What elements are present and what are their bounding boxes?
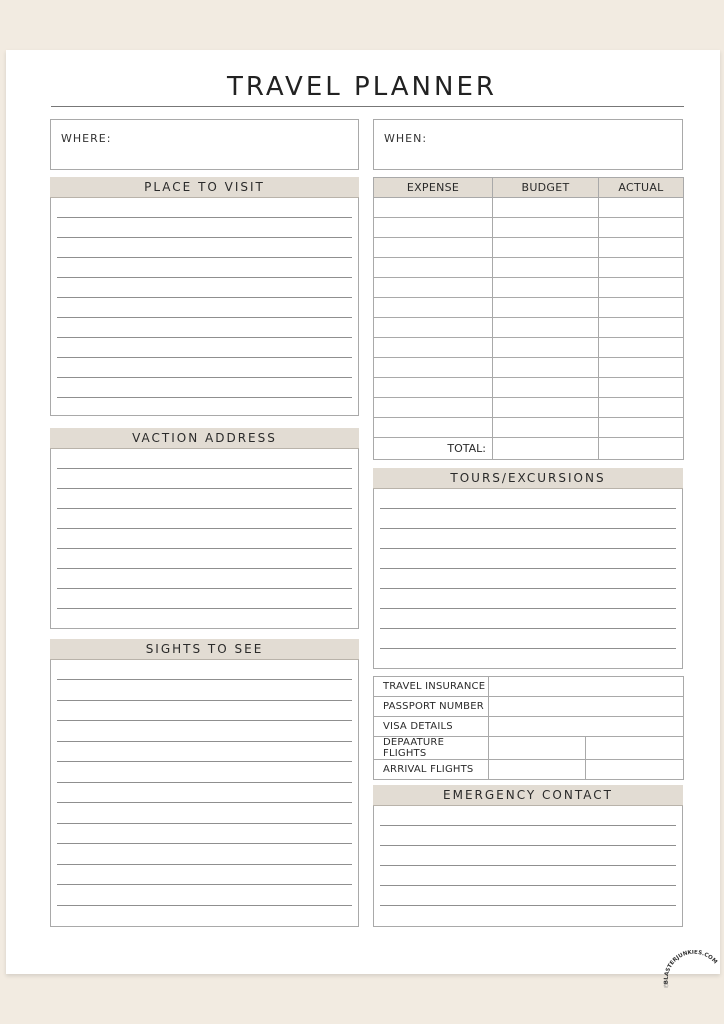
writing-line: [380, 825, 676, 826]
budget-column-header: BUDGET: [493, 178, 599, 198]
watermark-text: BLASTERJUNKIES.COM: [663, 950, 718, 985]
expense-row: [374, 378, 684, 398]
writing-line: [57, 317, 352, 318]
place-to-visit-lines[interactable]: [50, 198, 359, 416]
writing-line: [380, 845, 676, 846]
writing-line: [57, 528, 352, 529]
writing-line: [57, 720, 352, 721]
vacation-address-lines[interactable]: [50, 449, 359, 629]
tours-excursions-section: [373, 468, 683, 669]
writing-line: [380, 628, 676, 629]
budget-cell[interactable]: [493, 198, 599, 218]
expense-cell[interactable]: [374, 358, 493, 378]
writing-line: [57, 588, 352, 589]
travel-info-label: PASSPORT NUMBER: [374, 697, 489, 717]
writing-line: [380, 648, 676, 649]
writing-line: [380, 568, 676, 569]
budget-cell[interactable]: [493, 398, 599, 418]
expense-table-section: [373, 177, 683, 460]
writing-line: [380, 588, 676, 589]
expense-cell[interactable]: [374, 318, 493, 338]
writing-line: [57, 864, 352, 865]
place-to-visit-heading: PLACE TO VISIT: [50, 177, 359, 198]
budget-cell[interactable]: [493, 358, 599, 378]
writing-line: [57, 217, 352, 218]
expense-row: [374, 398, 684, 418]
actual-cell[interactable]: [599, 318, 684, 338]
expense-row: [374, 218, 684, 238]
writing-line: [57, 679, 352, 680]
tours-excursions-heading: TOURS/EXCURSIONS: [373, 468, 683, 489]
travel-info-value-cell[interactable]: [489, 717, 684, 737]
travel-info-row: [374, 717, 684, 737]
writing-line: [380, 885, 676, 886]
expense-row: [374, 318, 684, 338]
budget-cell[interactable]: [493, 338, 599, 358]
writing-line: [57, 568, 352, 569]
expense-cell[interactable]: [374, 298, 493, 318]
sights-to-see-heading: SIGHTS TO SEE: [50, 639, 359, 660]
expense-row: [374, 358, 684, 378]
writing-line: [57, 488, 352, 489]
budget-cell[interactable]: [493, 238, 599, 258]
emergency-contact-heading: EMERGENCY CONTACT: [373, 785, 683, 806]
copyright-symbol: ©: [663, 983, 669, 990]
writing-line: [57, 823, 352, 824]
writing-line: [380, 508, 676, 509]
emergency-contact-section: [373, 785, 683, 927]
actual-cell[interactable]: [599, 398, 684, 418]
writing-line: [57, 782, 352, 783]
budget-cell[interactable]: [493, 298, 599, 318]
writing-line: [57, 397, 352, 398]
writing-line: [57, 297, 352, 298]
budget-cell[interactable]: [493, 278, 599, 298]
where-label: WHERE:: [61, 132, 112, 145]
place-to-visit-section: [50, 177, 359, 416]
budget-cell[interactable]: [493, 418, 599, 438]
actual-cell[interactable]: [599, 238, 684, 258]
writing-line: [380, 608, 676, 609]
actual-cell[interactable]: [599, 278, 684, 298]
expense-row: [374, 198, 684, 218]
travel-info-value-cell[interactable]: [489, 737, 586, 760]
writing-line: [57, 905, 352, 906]
writing-line: [57, 508, 352, 509]
writing-line: [57, 700, 352, 701]
travel-info-value-cell-2[interactable]: [586, 760, 684, 780]
expense-row: [374, 338, 684, 358]
total-label: TOTAL:: [374, 438, 493, 460]
actual-cell[interactable]: [599, 258, 684, 278]
travel-info-label: VISA DETAILS: [374, 717, 489, 737]
expense-cell[interactable]: [374, 218, 493, 238]
expense-row: [374, 238, 684, 258]
when-label: WHEN:: [384, 132, 428, 145]
travel-info-value-cell[interactable]: [489, 677, 684, 697]
budget-cell[interactable]: [493, 258, 599, 278]
budget-cell[interactable]: [493, 318, 599, 338]
budget-total-cell[interactable]: [493, 438, 599, 460]
expense-cell[interactable]: [374, 338, 493, 358]
actual-column-header: ACTUAL: [599, 178, 684, 198]
travel-info-label: ARRIVAL FLIGHTS: [374, 760, 489, 780]
writing-line: [380, 548, 676, 549]
budget-cell[interactable]: [493, 378, 599, 398]
expense-cell[interactable]: [374, 418, 493, 438]
travel-info-label: TRAVEL INSURANCE: [374, 677, 489, 697]
expense-cell[interactable]: [374, 258, 493, 278]
title-divider: [51, 106, 684, 107]
writing-line: [57, 377, 352, 378]
sights-to-see-lines[interactable]: [50, 660, 359, 927]
writing-line: [380, 528, 676, 529]
travel-info-table: [373, 676, 684, 780]
expense-cell[interactable]: [374, 378, 493, 398]
svg-text:BLASTERJUNKIES.COM: [664, 950, 718, 984]
emergency-contact-lines[interactable]: [373, 806, 683, 927]
writing-line: [57, 884, 352, 885]
travel-info-row: [374, 697, 684, 717]
expense-cell[interactable]: [374, 398, 493, 418]
expense-cell[interactable]: [374, 198, 493, 218]
writing-line: [57, 337, 352, 338]
travel-info-row: [374, 760, 684, 780]
vacation-address-heading: VACTION ADDRESS: [50, 428, 359, 449]
actual-cell[interactable]: [599, 418, 684, 438]
writing-line: [380, 865, 676, 866]
where-field[interactable]: [50, 119, 359, 170]
travel-info-row: [374, 677, 684, 697]
travel-info-section: [373, 676, 683, 780]
tours-excursions-lines[interactable]: [373, 489, 683, 669]
writing-line: [57, 357, 352, 358]
budget-cell[interactable]: [493, 218, 599, 238]
expense-row: [374, 258, 684, 278]
actual-cell[interactable]: [599, 358, 684, 378]
writing-line: [57, 237, 352, 238]
travel-info-row: [374, 737, 684, 760]
page-title: TRAVEL PLANNER: [227, 72, 497, 102]
expense-row: [374, 298, 684, 318]
sights-to-see-section: [50, 639, 359, 927]
expense-table: [373, 177, 684, 460]
travel-info-value-cell[interactable]: [489, 697, 684, 717]
actual-cell[interactable]: [599, 198, 684, 218]
when-field[interactable]: [373, 119, 683, 170]
actual-cell[interactable]: [599, 298, 684, 318]
writing-line: [57, 608, 352, 609]
expense-cell[interactable]: [374, 278, 493, 298]
writing-line: [57, 257, 352, 258]
writing-line: [57, 843, 352, 844]
writing-line: [380, 905, 676, 906]
actual-cell[interactable]: [599, 218, 684, 238]
writing-line: [57, 548, 352, 549]
actual-cell[interactable]: [599, 378, 684, 398]
writing-line: [57, 468, 352, 469]
expense-row: [374, 418, 684, 438]
writing-line: [57, 761, 352, 762]
writing-line: [57, 277, 352, 278]
travel-info-label: DEPAATURE FLIGHTS: [374, 737, 489, 760]
travel-info-value-cell-2[interactable]: [586, 737, 684, 760]
travel-info-value-cell[interactable]: [489, 760, 586, 780]
writing-line: [57, 741, 352, 742]
watermark-logo: [660, 950, 724, 990]
expense-column-header: EXPENSE: [374, 178, 493, 198]
expense-cell[interactable]: [374, 238, 493, 258]
expense-header-row: [374, 178, 684, 198]
writing-line: [57, 802, 352, 803]
actual-cell[interactable]: [599, 338, 684, 358]
expense-row: [374, 278, 684, 298]
actual-total-cell[interactable]: [599, 438, 684, 460]
vacation-address-section: [50, 428, 359, 629]
expense-total-row: [374, 438, 684, 460]
